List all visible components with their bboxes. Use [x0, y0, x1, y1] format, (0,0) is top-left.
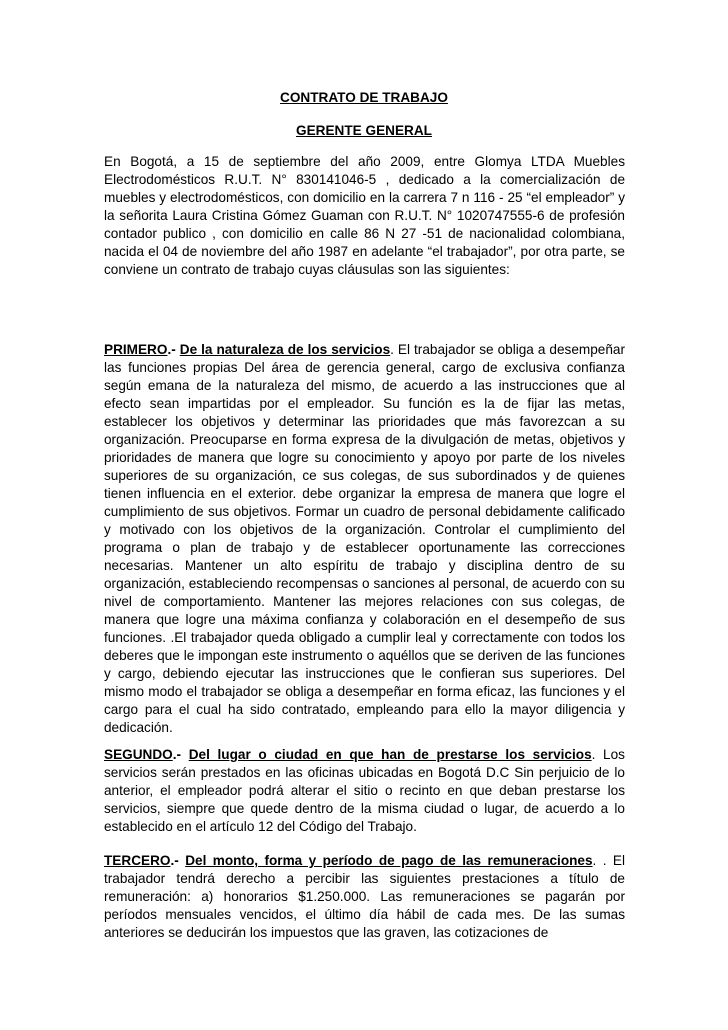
clause-separator: .- [172, 747, 189, 762]
clause-heading: De la naturaleza de los servicios [179, 342, 391, 357]
clause-number: SEGUNDO [104, 747, 173, 762]
clause-separator: .- [167, 342, 180, 357]
clause-number: TERCERO [104, 853, 171, 868]
clause-text: . . El trabajador tendrá derecho a percibir las siguientes prestaciones a título de remuneración: a) honorarios $1.250.000. Las remuneraciones se pagarán por períodos mensuales vencidos, el último día hábil de cada mes. De las sumas anteriores se deducirán los impuestos que las graven, las cotizaciones de [104, 853, 625, 940]
clause-text: . Los servicios serán prestados en las oficinas ubicadas en Bogotá D.C Sin perjuicio de lo anterior, el empleador podrá alterar el sitio o recinto en que deban prestarse los servicios, siempre que quede dentro de la misma ciudad o lugar, de acuerdo a lo establecido en el artículo 12 del Código del Trabajo. [104, 747, 625, 834]
document-title: CONTRATO DE TRABAJO [280, 90, 448, 105]
clause-separator: .- [170, 853, 186, 868]
clause-heading: Del lugar o ciudad en que han de prestarse los servicios [188, 747, 592, 762]
clause-tercero [104, 852, 625, 942]
clause-heading: Del monto, forma y período de pago de las remuneraciones [185, 853, 593, 868]
clause-number: PRIMERO [104, 342, 168, 357]
clause-primero [104, 341, 625, 737]
clause-text: . El trabajador se obliga a desempeñar las funciones propias Del área de gerencia general, cargo de exclusiva confianza según emana de la naturaleza del mismo, de acuerdo a las instrucciones que al efecto sean impartidas por el empleador. Su función es la de fijar las metas, establecer los objetivos y determinar las prioridades que más favorezcan a su organización. Preocuparse en forma expresa de la divulgación de metas, objetivos y prioridades de manera que logre su conocimiento y apoyo por parte de los niveles superiores de su organización, ce sus colegas, de sus subordinados y de quienes tienen influencia en el exterior. debe organizar la empresa de manera que logre el cumplimiento de sus objetivos. Formar un cuadro de personal debidamente calificado y motivado con los objetivos de la organización. Controlar el cumplimiento del programa o plan de trabajo y de establecer oportunamente las correcciones necesarias. Mantener un alto espíritu de trabajo y disciplina dentro de su organización, estableciendo recompensas o sanciones al personal, de acuerdo con su nivel de comportamiento. Mantener las mejores relaciones con sus colegas, de manera que logre una máxima confianza y colaboración en el desempeño de sus funciones. .El trabajador queda obligado a cumplir leal y correctamente con todos los deberes que le impongan este instrumento o aquéllos que se deriven de las funciones y cargo, debiendo ejecutar las instrucciones que le confieran sus superiores. Del mismo modo el trabajador se obliga a desempeñar en forma eficaz, las funciones y el cargo para el cual ha sido contratado, empleando para ello la mayor diligencia y dedicación. [104, 342, 625, 735]
document-subtitle: GERENTE GENERAL [296, 123, 432, 138]
clause-segundo [104, 746, 625, 836]
intro-paragraph: En Bogotá, a 15 de septiembre del año 2009, entre Glomya LTDA Muebles Electrodomésticos R.U.T. N° 830141046-5 , dedicado a la comercialización de muebles y electrodomésticos, con domicilio en la carrera 7 n 116 - 25 “el empleador” y la señorita Laura Cristina Gómez Guaman con R.U.T. N° 1020747555-6 de profesión contador publico , con domicilio en calle 86 N 27 -51 de nacionalidad colombiana, nacida el 04 de noviembre del año 1987 en adelante “el trabajador”, por otra parte, se conviene un contrato de trabajo cuyas cláusulas son las siguientes: [104, 154, 625, 277]
